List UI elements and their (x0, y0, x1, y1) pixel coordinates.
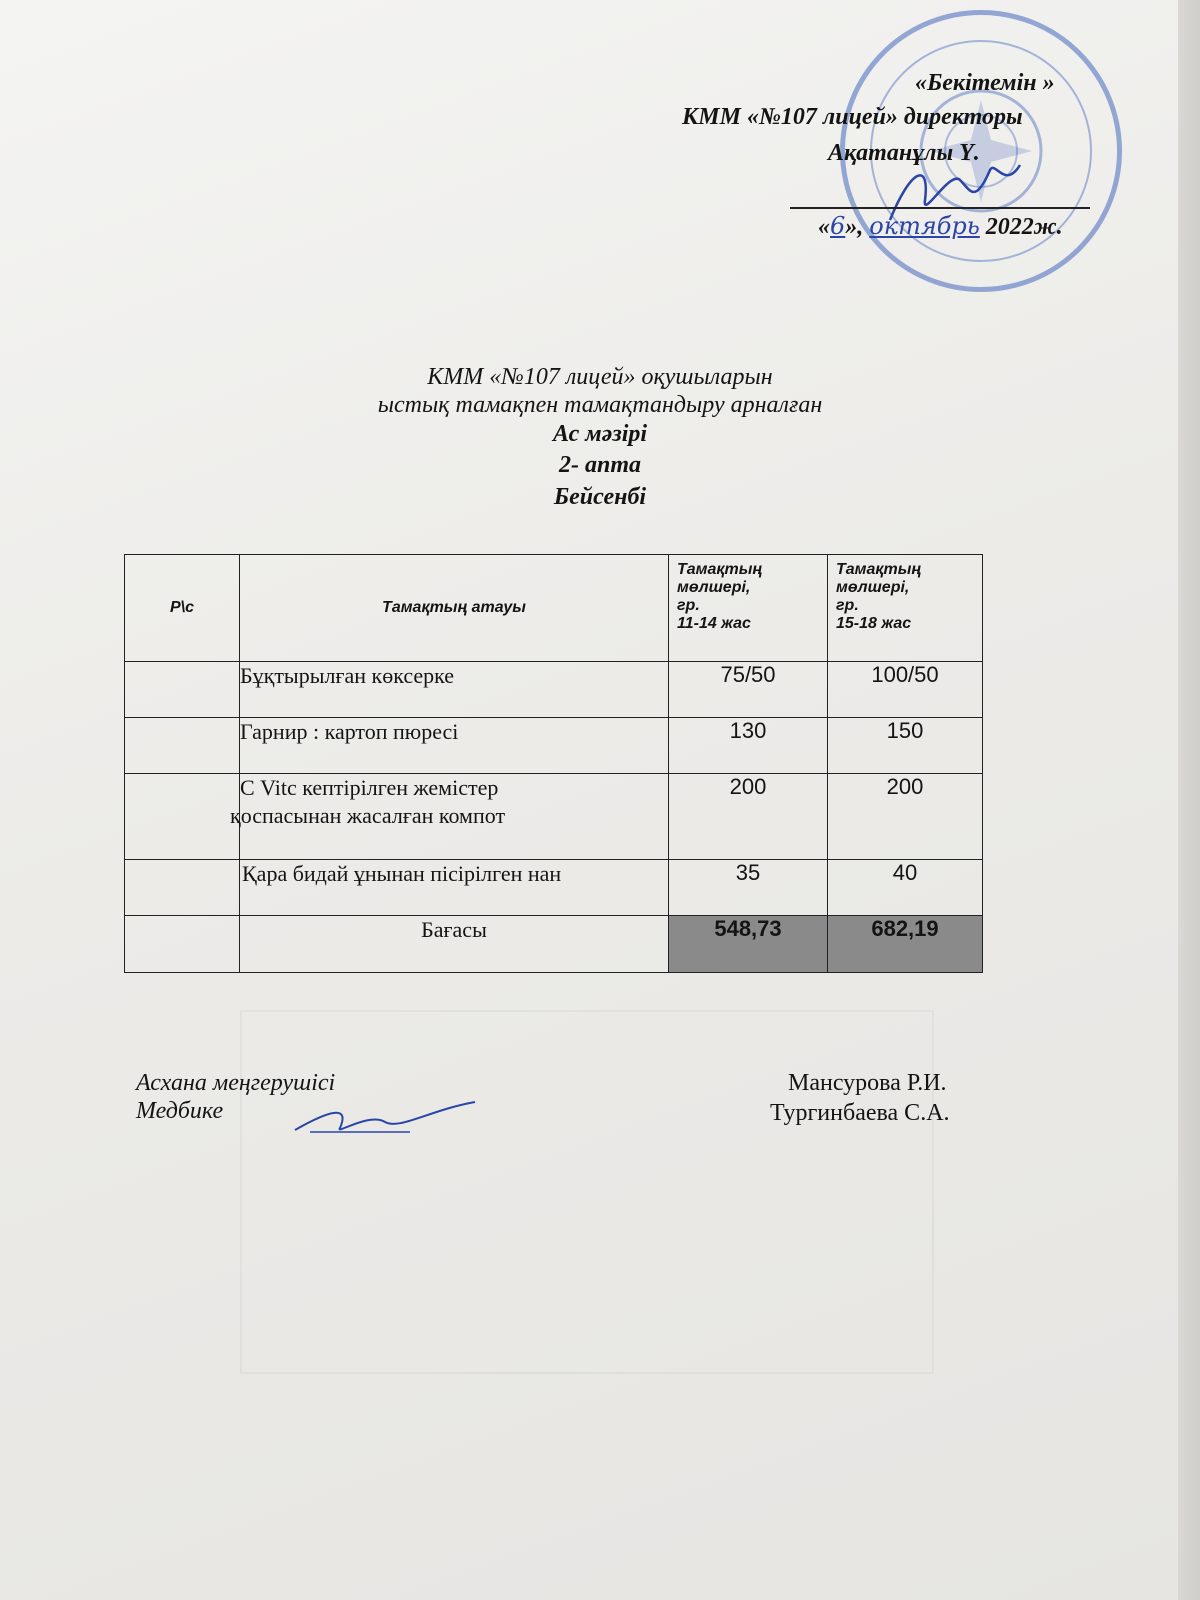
heading-week: 2- апта (558, 452, 641, 478)
total-price-11-14: 548,73 (669, 916, 828, 973)
total-num (125, 916, 240, 973)
approval-director-line: КММ «№107 лицей» директоры (682, 104, 1023, 130)
header-qty-b-line: гр. (836, 597, 859, 614)
header-qty-11-14 (669, 555, 828, 662)
row-num (125, 718, 240, 774)
menu-table (124, 554, 983, 973)
header-qty-b-line: 15-18 жас (836, 615, 912, 632)
row-qty-11-14: 130 (669, 718, 828, 774)
row-num (125, 860, 240, 916)
table-total-row (125, 916, 983, 973)
dish-name-line: С Vitc кептірілген жемістер (240, 775, 499, 800)
footer-role-canteen: Асхана меңгерушісі (136, 1070, 336, 1096)
table-header-row (125, 555, 983, 662)
date-quote-close: » (845, 214, 858, 240)
nurse-signature (290, 1100, 480, 1140)
footer-role-nurse: Медбике (136, 1098, 224, 1124)
approval-director-name: Ақатанұлы Ү. (828, 140, 980, 166)
row-qty-11-14: 75/50 (669, 662, 828, 718)
header-qty-a-line: 11-14 жас (677, 615, 751, 632)
table-row (125, 718, 983, 774)
heading-line-1: КММ «№107 лицей» оқушыларын (427, 364, 773, 390)
total-price-15-18: 682,19 (828, 916, 983, 973)
row-qty-11-14: 35 (669, 860, 828, 916)
row-dish-name (230, 774, 669, 860)
row-qty-15-18: 200 (828, 774, 983, 860)
row-qty-11-14: 200 (669, 774, 828, 860)
row-num (125, 774, 240, 860)
header-qty-15-18 (828, 555, 983, 662)
approval-date: «6», октябрь 2022ж. (818, 212, 1063, 240)
approval-title: «Бекітемін » (915, 70, 1055, 96)
footer-name-canteen: Мансурова Р.И. (788, 1070, 947, 1096)
row-dish-name: Қара бидай ұнынан пісірілген нан (240, 860, 669, 916)
row-num (125, 662, 240, 718)
dish-name-line: қоспасынан жасалған компот (230, 803, 506, 828)
row-qty-15-18: 100/50 (828, 662, 983, 718)
header-qty-a-line: гр. (677, 597, 700, 614)
row-qty-15-18: 150 (828, 718, 983, 774)
row-dish-name: Бұқтырылған көксерке (240, 662, 669, 718)
heading-menu: Ас мәзірі (552, 421, 648, 447)
row-dish-name: Гарнир : картоп пюресі (240, 718, 669, 774)
header-name: Тамақтың атауы (240, 555, 669, 662)
row-qty-15-18: 40 (828, 860, 983, 916)
table-row (125, 662, 983, 718)
date-month: октябрь (869, 212, 980, 240)
heading-day: Бейсенбі (553, 484, 647, 510)
bleed-through-shadow (240, 1010, 934, 1374)
total-label: Бағасы (240, 916, 669, 973)
date-day: 6 (830, 212, 846, 240)
header-qty-a-line: Тамақтың (677, 561, 763, 578)
table-row (125, 774, 983, 860)
approval-signature-line (790, 207, 1090, 209)
heading-line-2: ыстық тамақпен тамақтандыру арналған (377, 392, 823, 418)
header-qty-b-line: Тамақтың (836, 561, 922, 578)
table-row (125, 860, 983, 916)
header-num: Р\с (125, 555, 240, 662)
date-quote-open: « (818, 214, 830, 240)
header-qty-b-line: мөлшері, (836, 579, 910, 596)
paper-edge (1178, 0, 1200, 1600)
date-year: 2022ж. (985, 214, 1063, 240)
footer-name-nurse: Тургинбаева С.А. (770, 1100, 950, 1126)
header-qty-a-line: мөлшері, (677, 579, 751, 596)
